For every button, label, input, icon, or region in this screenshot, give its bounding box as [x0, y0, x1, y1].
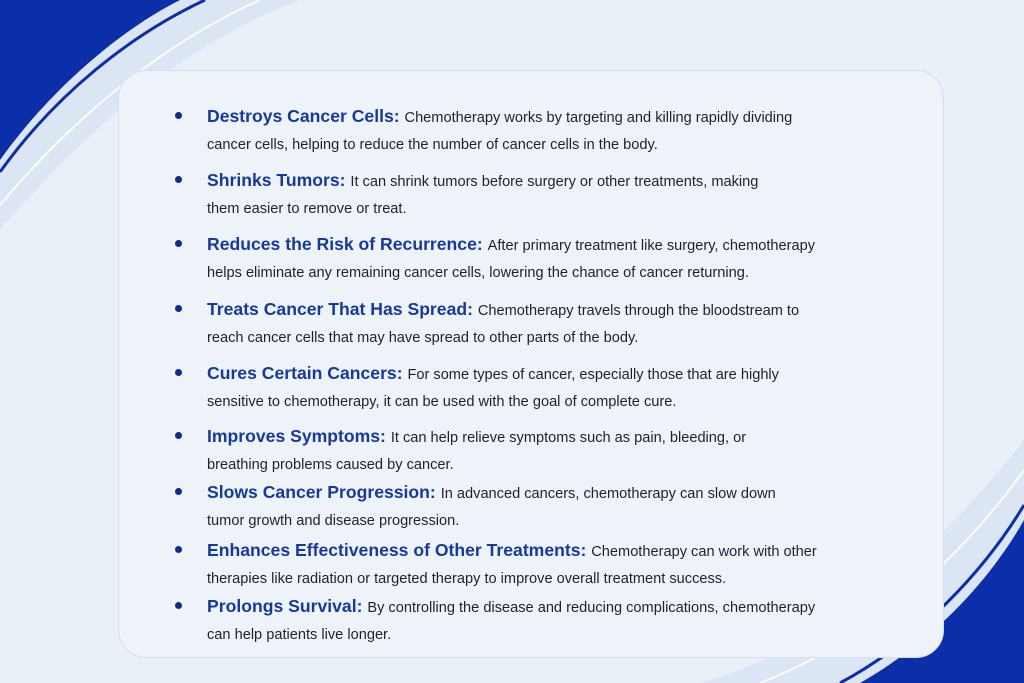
benefit-heading: Reduces the Risk of Recurrence:	[207, 234, 488, 254]
benefit-description-continued: can help patients live longer.	[207, 627, 392, 643]
benefit-description: It can shrink tumors before surgery or other treatments, making	[350, 174, 759, 190]
bullet-dot	[175, 432, 182, 439]
bullet-dot	[175, 602, 182, 609]
benefit-text	[207, 167, 897, 223]
benefit-description-continued: reach cancer cells that may have spread to other parts of the body.	[207, 330, 639, 346]
benefit-heading: Improves Symptoms:	[207, 426, 391, 446]
benefit-text	[207, 479, 897, 535]
benefit-heading: Slows Cancer Progression:	[207, 482, 441, 502]
benefit-description: In advanced cancers, chemotherapy can slow down	[440, 486, 776, 502]
benefit-description-continued: therapies like radiation or targeted therapy to improve overall treatment success.	[207, 571, 727, 587]
benefit-heading: Prolongs Survival:	[207, 596, 368, 616]
benefit-text	[207, 423, 897, 479]
benefit-description-continued: tumor growth and disease progression.	[207, 513, 460, 529]
benefit-description: After primary treatment like surgery, chemotherapy	[487, 238, 816, 254]
benefit-description-continued: helps eliminate any remaining cancer cells, lowering the chance of cancer returning.	[207, 265, 749, 281]
bullet-dot	[175, 176, 182, 183]
benefit-heading: Shrinks Tumors:	[207, 170, 351, 190]
benefit-description: Chemotherapy travels through the bloodstream to	[477, 303, 800, 319]
benefit-description: By controlling the disease and reducing complications, chemotherapy	[367, 600, 816, 616]
benefit-description: Chemotherapy works by targeting and killing rapidly dividing	[404, 110, 793, 126]
benefit-text	[207, 360, 897, 416]
benefit-description-continued: breathing problems caused by cancer.	[207, 457, 454, 473]
benefits-card	[118, 70, 944, 658]
bullet-dot	[175, 369, 182, 376]
benefit-text	[207, 231, 897, 287]
benefit-description-continued: cancer cells, helping to reduce the number of cancer cells in the body.	[207, 137, 658, 153]
bullet-dot	[175, 546, 182, 553]
benefit-description: Chemotherapy can work with other	[591, 544, 817, 560]
benefit-heading: Enhances Effectiveness of Other Treatments:	[207, 540, 592, 560]
benefit-description: For some types of cancer, especially those that are highly	[407, 367, 779, 383]
benefit-heading: Cures Certain Cancers:	[207, 363, 408, 383]
benefit-text	[207, 103, 897, 159]
bullet-dot	[175, 488, 182, 495]
benefit-description: It can help relieve symptoms such as pain, bleeding, or	[390, 430, 747, 446]
benefit-heading: Destroys Cancer Cells:	[207, 106, 405, 126]
benefit-text	[207, 296, 897, 352]
benefit-text	[207, 593, 897, 649]
benefit-description-continued: them easier to remove or treat.	[207, 201, 407, 217]
benefit-description-continued: sensitive to chemotherapy, it can be used with the goal of complete cure.	[207, 394, 677, 410]
bullet-dot	[175, 112, 182, 119]
benefit-heading: Treats Cancer That Has Spread:	[207, 299, 478, 319]
benefit-text	[207, 537, 897, 593]
bullet-dot	[175, 240, 182, 247]
bullet-dot	[175, 305, 182, 312]
